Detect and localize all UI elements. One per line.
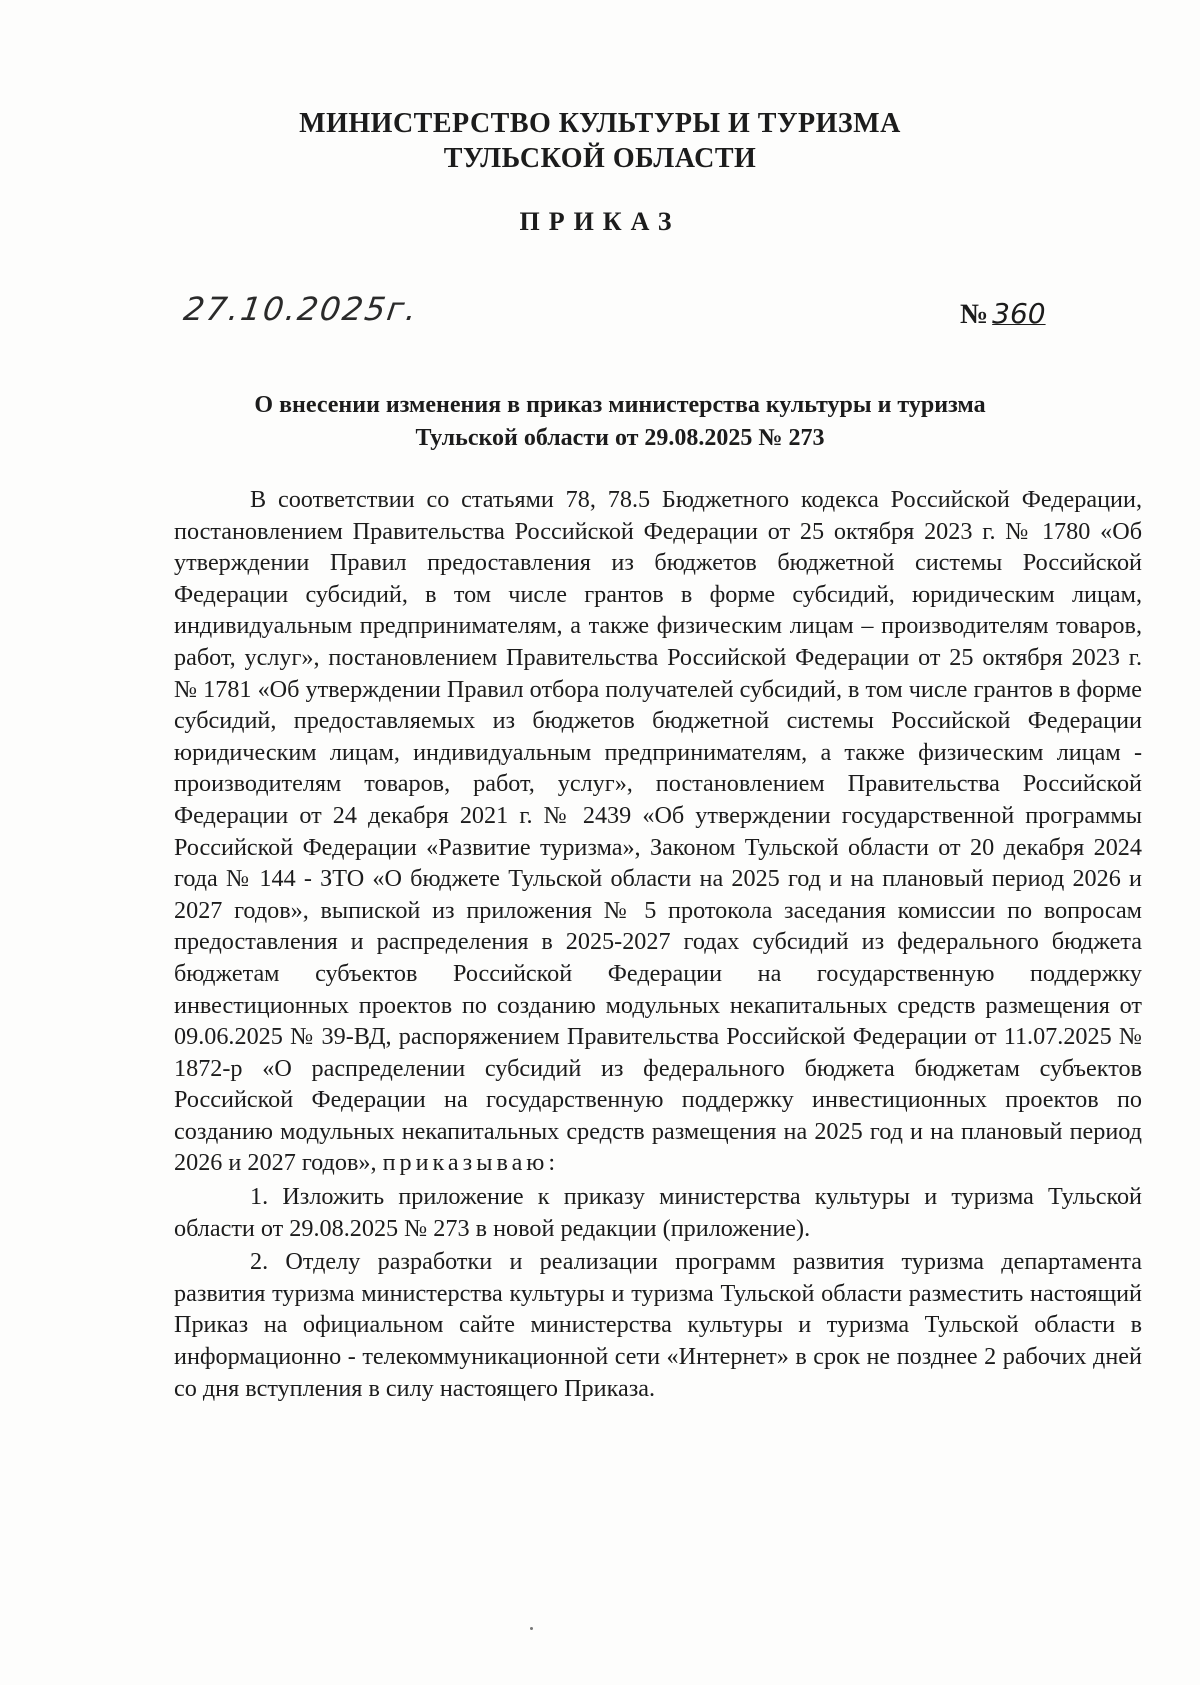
order-body [174, 484, 1142, 1404]
order-title-line1: О внесении изменения в приказ министерства культуры и туризма [254, 392, 986, 418]
organization-name-line2: ТУЛЬСКОЙ ОБЛАСТИ [443, 143, 757, 174]
order-number [960, 297, 1046, 331]
order-title [140, 389, 1100, 455]
order-title-line2: Тульской области от 29.08.2025 № 273 [415, 425, 825, 451]
scan-speck [530, 1627, 533, 1630]
number-sign: № [960, 299, 989, 330]
handwritten-number: 360 [992, 297, 1046, 330]
preamble-paragraph [174, 484, 1142, 1179]
preamble-text: В соответствии со статьями 78, 78.5 Бюджетного кодекса Российской Федерации, постановлением Правительства Российской Федерации от 25 октября 2023 г. № 1780 «Об утверждении Правил предоставления из бюджетов бюджетной системы Российской Федерации субсидий, в том числе грантов в форме субсидий, юридическим лицам, индивидуальным предпринимателям, а также физическим лицам – производителям товаров, работ, услуг», постановлением Правительства Российской Федерации от 25 октября 2023 г. № 1781 «Об утверждении Правил отбора получателей субсидий, в том числе грантов в форме субсидий, предоставляемых из бюджетов бюджетной системы Российской Федерации юридическим лицам, индивидуальным предпринимателям, а также физическим лицам - производителям товаров, работ, услуг», постановлением Правительства Российской Федерации от 24 декабря 2021 г. № 2439 «Об утверждении государственной программы Российской Федерации «Развитие туризма», Законом Тульской области от 20 декабря 2024 года № 144 - ЗТО «О бюджете Тульской области на 2025 год и на плановый период 2026 и 2027 годов», выпиской из приложения № 5 протокола заседания комиссии по вопросам предоставления и распределения в 2025-2027 годах субсидий из федерального бюджета бюджетам субъектов Российской Федерации на государственную поддержку инвестиционных проектов по созданию модульных некапитальных средств размещения от 09.06.2025 № 39-ВД, распоряжением Правительства Российской Федерации от 11.07.2025 № 1872-р «О распределении субсидий из федерального бюджета бюджетам субъектов Российской Федерации на государственную поддержку инвестиционных проектов по созданию модульных некапитальных средств размещения на 2025 год и на плановый период 2026 и 2027 годов», [174, 486, 1142, 1177]
order-item-2: 2. Отделу разработки и реализации программ развития туризма департамента развития туризма министерства культуры и туризма Тульской области разместить настоящий Приказ на официальном сайте министерства культуры и туризма Тульской области в информационно - телекоммуникационной сети «Интернет» в срок не позднее 2 рабочих дней со дня вступления в силу настоящего Приказа. [174, 1248, 1142, 1402]
order-word: приказываю: [382, 1149, 560, 1177]
order-item-1: 1. Изложить приложение к приказу министерства культуры и туризма Тульской области от 29.08.2025 № 273 в новой редакции (приложение). [174, 1183, 1142, 1242]
document-type: ПРИКАЗ [519, 207, 681, 236]
handwritten-date: 27.10.2025г. [181, 290, 421, 328]
organization-name-line1: МИНИСТЕРСТВО КУЛЬТУРЫ И ТУРИЗМА [299, 108, 901, 139]
